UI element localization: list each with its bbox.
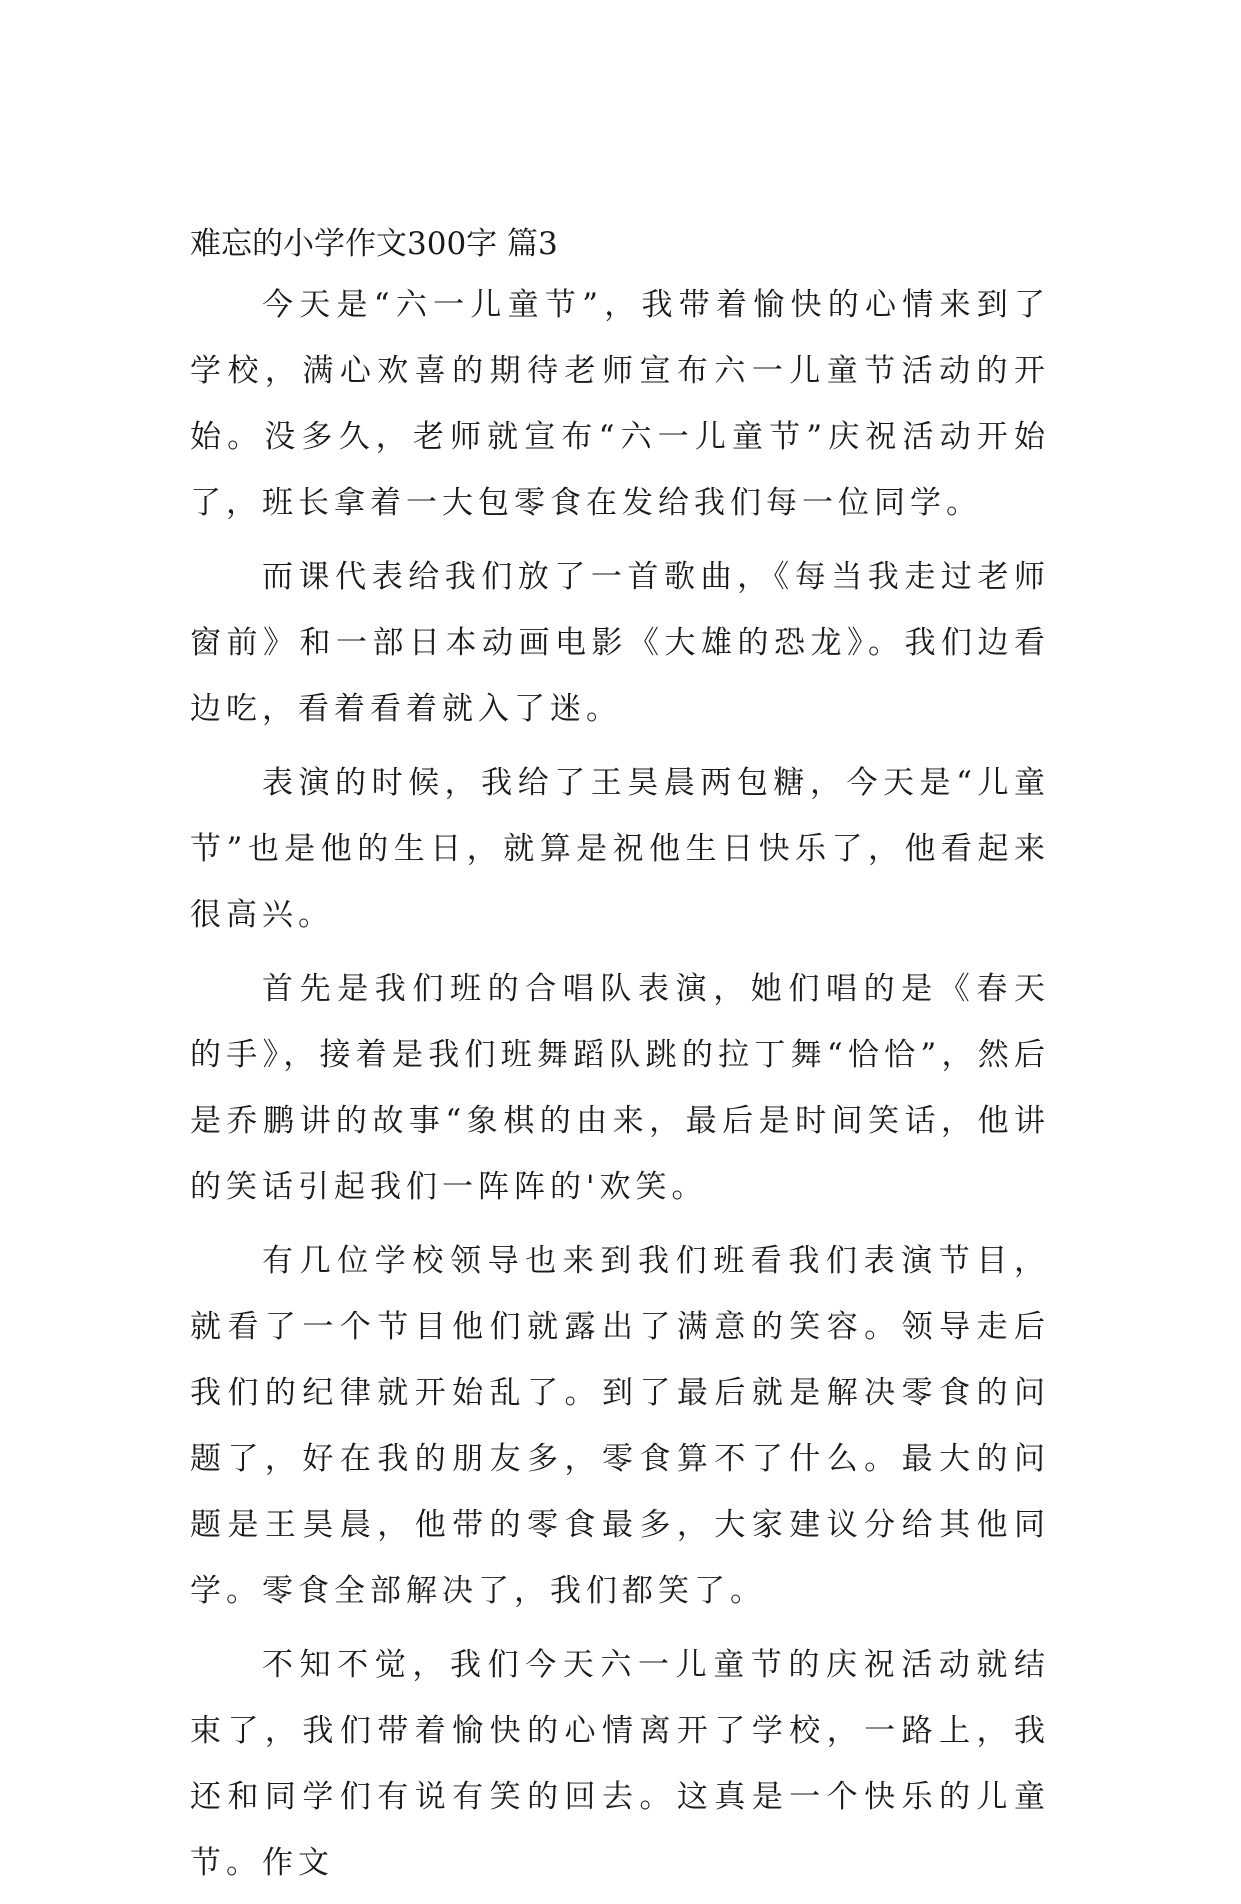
paragraph-3: 表演的时候，我给了王昊晨两包糖，今天是“儿童节”也是他的生日，就算是祝他生日快乐了，他看起来很高兴。 (190, 765, 1050, 933)
paragraph-4: 首先是我们班的合唱队表演，她们唱的是《春天的手》，接着是我们班舞蹈队跳的拉丁舞“恰恰”，然后是乔鹏讲的故事“象棋的由来，最后是时间笑话，他讲的笑话引起我们一阵阵的'欢笑。 (190, 971, 1050, 1205)
paragraph-5: 有几位学校领导也来到我们班看我们表演节目，就看了一个节目他们就露出了满意的笑容。领导走后我们的纪律就开始乱了。到了最后就是解决零食的问题了，好在我的朋友多，零食算不了什么。最大的问题是王昊晨，他带的零食最多，大家建议分给其他同学。零食全部解决了，我们都笑了。 (190, 1243, 1050, 1609)
paragraph-6: 不知不觉，我们今天六一儿童节的庆祝活动就结束了，我们带着愉快的心情离开了学校，一路上，我还和同学们有说有笑的回去。这真是一个快乐的儿童节。作文 (190, 1647, 1050, 1881)
paragraph-2: 而课代表给我们放了一首歌曲，《每当我走过老师窗前》和一部日本动画电影《大雄的恐龙》。我们边看边吃，看着看着就入了迷。 (190, 559, 1050, 727)
essay-title: 难忘的小学作文300字 篇3 (190, 226, 558, 262)
essay-body (190, 272, 1050, 1904)
paragraph-1: 今天是“六一儿童节”，我带着愉快的心情来到了学校，满心欢喜的期待老师宣布六一儿童节活动的开始。没多久，老师就宣布“六一儿童节”庆祝活动开始了，班长拿着一大包零食在发给我们每一位同学。 (190, 287, 1050, 521)
